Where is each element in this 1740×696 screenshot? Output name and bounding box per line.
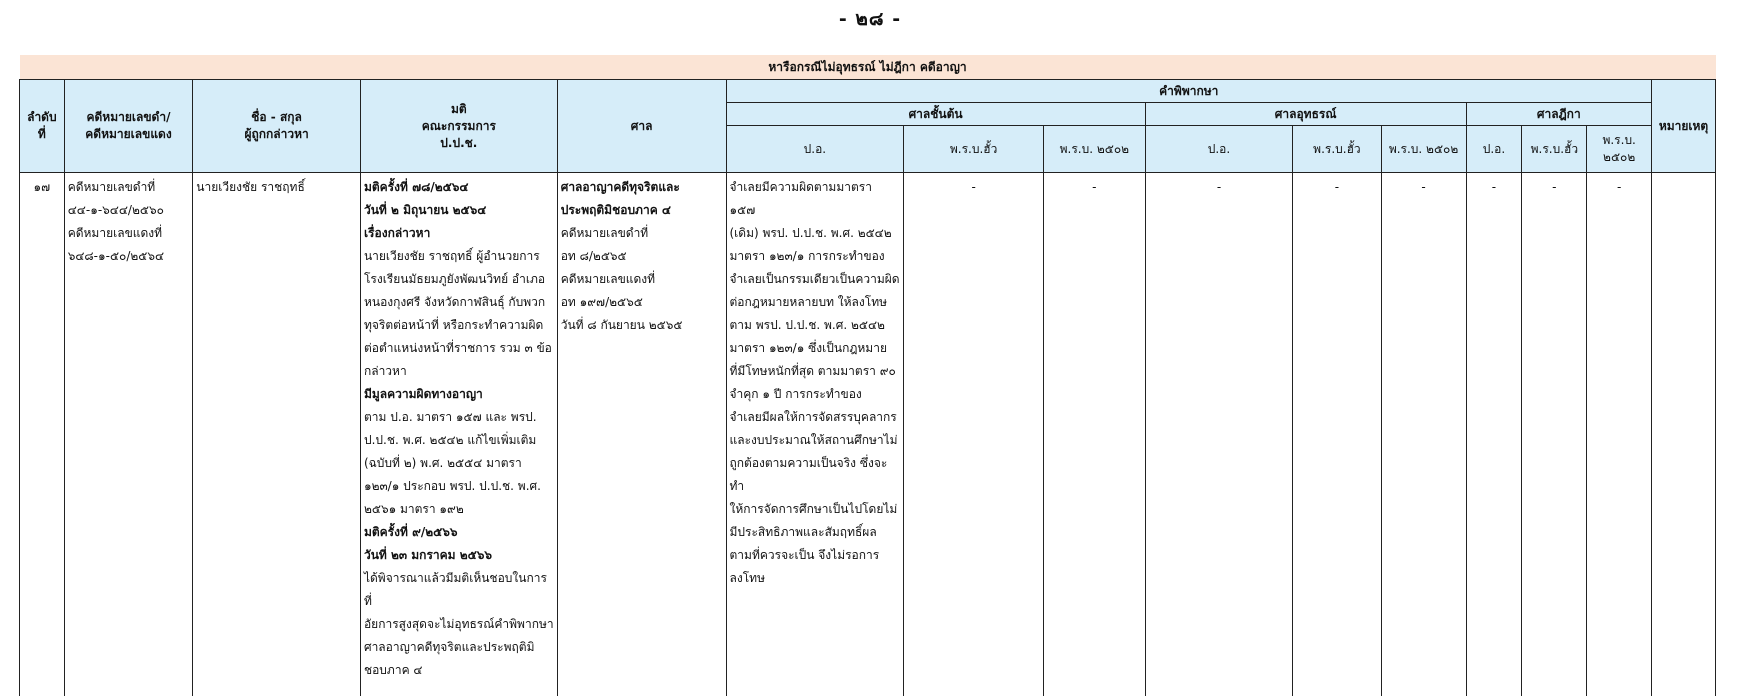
header-court-supreme: ศาลฎีกา	[1466, 103, 1652, 126]
cell-prb-2502-first: -	[1043, 173, 1145, 696]
header-resolution: มติ คณะกรรมการ ป.ป.ช.	[360, 80, 557, 173]
cell-po-appeal: -	[1145, 173, 1293, 696]
header-po-appeal: ป.อ.	[1145, 126, 1293, 173]
header-prb-2502-first: พ.ร.บ. ๒๕๐๒	[1043, 126, 1145, 173]
cell-prb-old-supreme: -	[1522, 173, 1587, 696]
header-court-first: ศาลชั้นต้น	[726, 103, 1145, 126]
cell-prb-old-first: -	[904, 173, 1044, 696]
header-judgment: คำพิพากษา	[726, 80, 1652, 103]
header-po-supreme: ป.อ.	[1466, 126, 1522, 173]
verdict-table	[19, 55, 1716, 696]
cell-po-first: จำเลยมีความผิดตามมาตรา ๑๕๗ (เดิม) พรป. ป.ป.ช. พ.ศ. ๒๕๔๒ มาตรา ๑๒๓/๑ การกระทำของ จำเลยเป็นกรรมเดียวเป็นความผิด ต่อกฎหมายหลายบท ให้ลงโทษ ตาม พรป. ป.ป.ช. พ.ศ. ๒๕๔๒ มาตรา ๑๒๓/๑ ซึ่งเป็นกฎหมาย ที่มีโทษหนักที่สุด ตามมาตรา ๙๐ จำคุก ๑ ปี การกระทำของ จำเลยมีผลให้การจัดสรรบุคลากร และงบประมาณให้สถานศึกษาไม่ ถูกต้องตามความเป็นจริง ซึ่งจะทำ ให้การจัดการศึกษาเป็นไปโดยไม่ มีประสิทธิภาพและสัมฤทธิ์ผล ตามที่ควรจะเป็น จึงไม่รอการ ลงโทษ	[726, 173, 904, 696]
header-prb-old-supreme: พ.ร.บ.ฮั้ว	[1522, 126, 1587, 173]
header-court-appeal: ศาลอุทธรณ์	[1145, 103, 1466, 126]
cell-prb-2502-supreme: -	[1587, 173, 1652, 696]
header-court: ศาล	[557, 80, 726, 173]
header-prb-old-appeal: พ.ร.บ.ฮั้ว	[1293, 126, 1381, 173]
table-caption: หารือกรณีไม่อุทธรณ์ ไม่ฎีกา คดีอาญา	[20, 55, 1716, 80]
header-seq: ลำดับ ที่	[20, 80, 65, 173]
header-prb-2502-appeal: พ.ร.บ. ๒๕๐๒	[1381, 126, 1466, 173]
header-remark: หมายเหตุ	[1652, 80, 1716, 173]
cell-name: นายเวียงชัย ราชฤทธิ์	[193, 173, 361, 696]
cell-resolution: มติครั้งที่ ๗๘/๒๕๖๔ วันที่ ๒ มิถุนายน ๒๕๖๔ เรื่องกล่าวหา นายเวียงชัย ราชฤทธิ์ ผู้อำนวยการ โรงเรียนมัธยมภูยังพัฒนวิทย์ อำเภอ หนองกุงศรี จังหวัดกาฬสินธุ์ กับพวก ทุจริตต่อหน้าที่ หรือกระทำความผิด ต่อตำแหน่งหน้าที่ราชการ รวม ๓ ข้อ กล่าวหา มีมูลความผิดทางอาญา ตาม ป.อ. มาตรา ๑๕๗ และ พรป. ป.ป.ช. พ.ศ. ๒๕๔๒ แก้ไขเพิ่มเติม (ฉบับที่ ๒) พ.ศ. ๒๕๕๔ มาตรา ๑๒๓/๑ ประกอบ พรป. ป.ป.ช. พ.ศ. ๒๕๖๑ มาตรา ๑๙๒ มติครั้งที่ ๙/๒๕๖๖ วันที่ ๒๓ มกราคม ๒๕๖๖ ได้พิจารณาแล้วมีมติเห็นชอบในการที่ อัยการสูงสุดจะไม่อุทธรณ์คำพิพากษา ศาลอาญาคดีทุจริตและประพฤติมิ ชอบภาค ๔	[360, 173, 557, 696]
cell-po-supreme: -	[1466, 173, 1522, 696]
cell-remark	[1652, 173, 1716, 696]
cell-case-no: คดีหมายเลขดำที่ ๔๔-๑-๖๔๔/๒๕๖๐ คดีหมายเลขแดงที่ ๖๔๘-๑-๕๐/๒๕๖๔	[64, 173, 193, 696]
header-po-first: ป.อ.	[726, 126, 904, 173]
cell-prb-old-appeal: -	[1293, 173, 1381, 696]
header-case-no: คดีหมายเลขดำ/ คดีหมายเลขแดง	[64, 80, 193, 173]
cell-seq: ๑๗	[20, 173, 65, 696]
cell-court: ศาลอาญาคดีทุจริตและ ประพฤติมิชอบภาค ๔ คดีหมายเลขดำที่ อท ๘/๒๕๖๕ คดีหมายเลขแดงที่ อท ๑๙๗/๒๕๖๕ วันที่ ๘ กันยายน ๒๕๖๕	[557, 173, 726, 696]
page-number: - ๒๘ -	[0, 4, 1740, 34]
header-prb-2502-supreme: พ.ร.บ. ๒๕๐๒	[1587, 126, 1652, 173]
header-prb-old-first: พ.ร.บ.ฮั้ว	[904, 126, 1044, 173]
header-name: ชื่อ - สกุล ผู้ถูกกล่าวหา	[193, 80, 361, 173]
cell-prb-2502-appeal: -	[1381, 173, 1466, 696]
table-row	[20, 173, 1716, 696]
